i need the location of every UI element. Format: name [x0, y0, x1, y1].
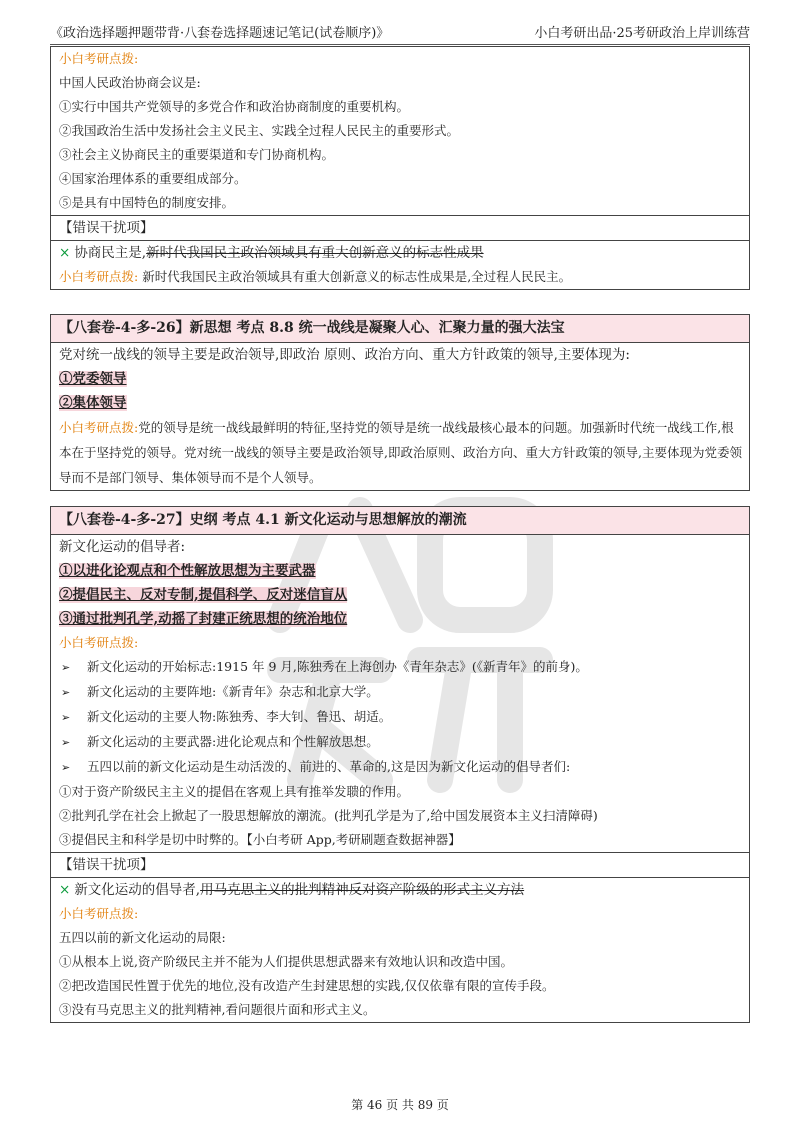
question-title: 【八套卷-4-多-27】史纲 考点 4.1 新文化运动与思想解放的潮流 — [51, 507, 749, 535]
list-item: ①实行中国共产党领导的多党合作和政治协商制度的重要机构。 — [59, 99, 410, 114]
bullet-text: 新文化运动的主要武器:进化论观点和个性解放思想。 — [87, 734, 379, 749]
hint-label: 小白考研点拨: — [59, 906, 139, 921]
bullet-text: 五四以前的新文化运动是生动活泼的、前进的、革命的,这是因为新文化运动的倡导者们: — [87, 759, 571, 774]
bullet-item — [51, 755, 749, 780]
wrong-option — [51, 877, 749, 902]
wrong-mark-icon: × — [59, 882, 71, 898]
list-item: ③社会主义协商民主的重要渠道和专门协商机构。 — [59, 147, 335, 162]
wrong-option — [51, 240, 749, 265]
answer-item — [51, 367, 749, 391]
bullet-text: 新文化运动的主要阵地:《新青年》杂志和北京大学。 — [87, 684, 379, 699]
page-number: 第 46 页 共 89 页 — [351, 1098, 449, 1112]
hint-paragraph — [51, 415, 749, 490]
list-item: ②批判孔学在社会上掀起了一股思想解放的潮流。(批判孔学是为了,给中国发展资本主义扫清障碍) — [59, 808, 598, 823]
question-title: 【八套卷-4-多-26】新思想 考点 8.8 统一战线是凝聚人心、汇聚力量的强大法宝 — [51, 315, 749, 343]
answer-text: ①党委领导 — [59, 371, 127, 387]
header-right-title: 小白考研出品·25考研政治上岸训练营 — [534, 25, 750, 41]
hint-label: 小白考研点拨: — [59, 269, 139, 284]
bullet-item — [51, 680, 749, 705]
bullet-item — [51, 730, 749, 755]
bullet-text: 新文化运动的开始标志:1915 年 9 月,陈独秀在上海创办《青年杂志》(《新青年》的前身)。 — [87, 659, 588, 674]
list-item: ②我国政治生活中发扬社会主义民主、实践全过程人民民主的重要形式。 — [59, 123, 460, 138]
answer-text: ①以进化论观点和个性解放思想为主要武器 — [59, 563, 316, 579]
wrong-struck-text: 新时代我国民主政治领域具有重大创新意义的标志性成果 — [146, 245, 484, 261]
hint-text: 党的领导是统一战线最鲜明的特征,坚持党的领导是统一战线最核心最本的问题。加强新时代统一战线工作,根本在于坚持党的领导。党对统一战线的领导主要是政治领导,即政治原则、政治方向、重大方针政策的领导,主要体现为党委领导而不是部门领导、集体领导而不是个人领导。 — [59, 420, 742, 485]
arrow-bullet-icon: ➢ — [61, 661, 71, 674]
list-item: ②把改造国民性置于优先的地位,没有改造产生封建思想的实践,仅仅依靠有限的宣传手段。 — [59, 978, 555, 993]
arrow-bullet-icon: ➢ — [61, 686, 71, 699]
hint-label: 小白考研点拨: — [59, 635, 139, 650]
answer-text: ②提倡民主、反对专制,提倡科学、反对迷信盲从 — [59, 587, 348, 603]
list-item: ⑤是具有中国特色的制度安排。 — [59, 195, 235, 210]
list-item: ①从根本上说,资产阶级民主并不能为人们提供思想武器来有效地认识和改造中国。 — [59, 954, 513, 969]
list-item: ④国家治理体系的重要组成部分。 — [59, 171, 247, 186]
section-intro: 五四以前的新文化运动的局限: — [59, 930, 226, 945]
answer-text: ②集体领导 — [59, 395, 127, 411]
correction-line — [51, 265, 749, 289]
page-header — [50, 18, 750, 45]
header-left-title: 《政治选择题押题带背·八套卷选择题速记笔记(试卷顺序)》 — [50, 25, 390, 41]
correction-text: 新时代我国民主政治领域具有重大创新意义的标志性成果是,全过程人民民主。 — [142, 269, 572, 284]
list-item: ③没有马克思主义的批判精神,看问题很片面和形式主义。 — [59, 1002, 376, 1017]
wrong-prefix: 新文化运动的倡导者, — [74, 882, 201, 898]
answer-item — [51, 391, 749, 415]
arrow-bullet-icon: ➢ — [61, 736, 71, 749]
arrow-bullet-icon: ➢ — [61, 761, 71, 774]
section-intro: 党对统一战线的领导主要是政治领导,即政治 原则、政治方向、重大方针政策的领导,主要体现为: — [59, 347, 630, 363]
wrong-mark-icon: × — [59, 245, 71, 261]
section-intro: 新文化运动的倡导者: — [59, 539, 186, 555]
cppcc-section — [50, 46, 750, 290]
wrong-struck-text: 用马克思主义的批判精神反对资产阶级的形式主义方法 — [200, 882, 525, 898]
hint-label: 小白考研点拨: — [59, 420, 139, 435]
wrong-prefix: 协商民主是, — [74, 245, 147, 261]
answer-text: ③通过批判孔学,动摇了封建正统思想的统治地位 — [59, 611, 348, 627]
distractor-label: 【错误干扰项】 — [51, 215, 749, 240]
list-item: ③提倡民主和科学是切中时弊的。【小白考研 App,考研刷题查数据神器】 — [59, 832, 461, 847]
united-front-section — [50, 314, 750, 491]
answer-item — [51, 583, 749, 607]
answer-item — [51, 607, 749, 631]
arrow-bullet-icon: ➢ — [61, 711, 71, 724]
bullet-item — [51, 655, 749, 680]
list-item: ①对于资产阶级民主主义的提倡在客观上具有推举发聩的作用。 — [59, 784, 410, 799]
answer-item — [51, 559, 749, 583]
hint-label: 小白考研点拨: — [59, 51, 139, 66]
new-culture-section — [50, 506, 750, 1023]
bullet-item — [51, 705, 749, 730]
section-intro: 中国人民政治协商会议是: — [59, 75, 201, 90]
bullet-text: 新文化运动的主要人物:陈独秀、李大钊、鲁迅、胡适。 — [87, 709, 392, 724]
distractor-label: 【错误干扰项】 — [51, 852, 749, 877]
